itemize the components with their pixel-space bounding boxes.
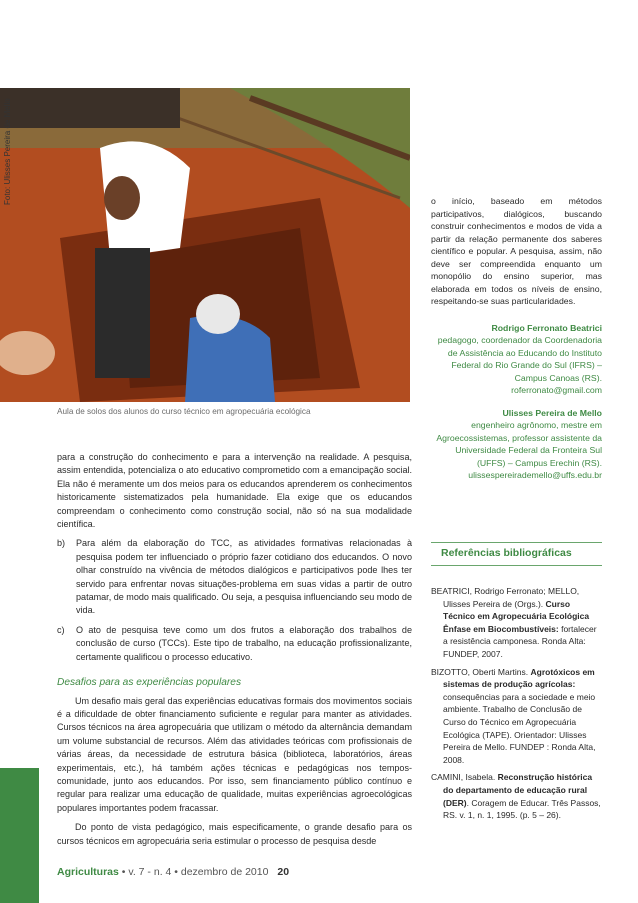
reference-title: Reconstrução histórica do departamento de educação rural (DER)	[443, 772, 593, 808]
right-column	[431, 195, 602, 482]
author-name: Rodrigo Ferronato Beatrici	[491, 322, 602, 333]
page-number: 20	[277, 866, 290, 878]
reference-item	[431, 771, 602, 821]
author-bio: engenheiro agrônomo, mestre em Agroecossistemas, professor assistente da Universidade Federal da Fronteira Sul (UFFS) – Campus Erechin (RS).	[436, 420, 602, 468]
reference-title: Agrotóxicos em sistemas de produção agrícolas:	[443, 666, 595, 690]
reference-text: . Coragem de Educar. Três Passos, RS. v. 1, n. 1, 1995. (p. 5 – 26).	[443, 797, 601, 821]
author-name: Ulisses Pereira de Mello	[502, 407, 602, 418]
paragraph: para a construção do conhecimento e para a intervenção na realidade. A pesquisa, assim entendida, potencializa o ato educativo comprometido com a emancipação social. Ela não é meramente um dos meios para os educandos aprenderem os conhecimentos historicamente sistematizados pela humanidade. Ela exige que os educandos compreendam o conhecimento como construção social, não só na sua modalidade científica.	[57, 452, 412, 530]
reference-item	[431, 666, 602, 767]
list-item-b	[57, 537, 412, 617]
author-block	[431, 407, 602, 482]
author-bio: pedagogo, coordenador da Coordenadoria de Assistência ao Educando do Instituto Federal do Rio Grande do Sul (IFRS) – Campus Canoas (RS).	[437, 335, 602, 383]
paragraph: o início, baseado em métodos participativos, dialógicos, buscando construir conhecimentos e modos de vida a partir da relação permanente dos saberes científico e popular. A pesquisa, assim, não deve ser compreendida enquanto um monopólio do ensino superior, mas elaborada em todos os níveis de ensino, respeitando-se suas particularidades.	[431, 196, 602, 306]
page-footer	[57, 866, 289, 878]
list-marker: b)	[57, 538, 66, 549]
reference-item	[431, 585, 602, 661]
soil-class-photo	[0, 88, 410, 402]
reference-text: CAMINI, Isabela.	[431, 772, 498, 783]
photo-caption: Aula de solos dos alunos do curso técnico em agropecuária ecológica	[57, 407, 311, 416]
list-item-c	[57, 624, 412, 664]
reference-text: BEATRICI, Rodrigo Ferronato; MELLO, Ulisses Pereira de (Orgs.).	[431, 586, 580, 609]
issue-info: • v. 7 - n. 4 • dezembro de 2010	[121, 866, 269, 878]
divider	[431, 565, 602, 566]
references-header	[431, 542, 602, 566]
reference-text: consequências para a sociedade e meio ambiente. Trabalho de Conclusão de Curso do Técnico em Agropecuária Ecológica (TAPE). Orientador: Ulisses Pereira de Mello. FUNDEP : Ronda Alta, 2008.	[443, 691, 596, 765]
list-item-text: O ato de pesquisa teve como um dos frutos a elaboração dos trabalhos de conclusão de curso (TCCs). Este tipo de trabalho, na educação profissionalizante, certamente qualificou o processo educativo.	[76, 624, 412, 662]
list-marker: c)	[57, 624, 65, 635]
reference-title: Curso Técnico em Agropecuária Ecológica Ênfase em Biocombustíveis:	[443, 598, 590, 634]
paragraph: Um desafio mais geral das experiências educativas formais dos movimentos sociais é a dificuldade de obter financiamento suficiente e regular para manter as atividades. Cursos técnicos na área agropecuária que utilizam o método da alternância demandam um volume substancial de recursos. Além das atividades teóricas com profissionais de várias áreas, da necessidade de estrutura básica (biblioteca, laboratórios, áreas experimentais, etc.), há também ações técnicas e pedagógicas nos tempos-comunidade, junto aos educandos. Por isso, sem financiamento público contínuo e regular para realizar uma educação de qualidade, muitas experiências agroecológicas populares importantes podem fracassar.	[57, 695, 412, 813]
reference-text: fortalecer a resistência camponesa. Ronda Alta: FUNDEP, 2007.	[443, 623, 597, 659]
references-title: Referências bibliográficas	[441, 547, 572, 559]
paragraph: Do ponto de vista pedagógico, mais especificamente, o grande desafio para os cursos técnicos em agropecuária seria estimular o processo de pesquisa desde	[57, 822, 412, 846]
author-block	[431, 322, 602, 397]
section-heading: Desafios para as experiências populares	[57, 677, 242, 689]
journal-name: Agriculturas	[57, 866, 119, 878]
author-email[interactable]: roferronato@gmail.com	[511, 385, 602, 395]
photo-credit: Foto: Ulisses Pereira de Mello	[3, 98, 12, 205]
photo-illustration	[0, 88, 410, 402]
main-column	[57, 451, 412, 848]
author-email[interactable]: ulissespereirademello@uffs.edu.br	[468, 470, 602, 480]
references-list	[431, 585, 602, 827]
page-edge-tab	[0, 768, 39, 903]
list-item-text: Para além da elaboração do TCC, as atividades formativas relacionadas à pesquisa podem ter influenciado o próprio fazer cotidiano dos educandos. O novo olhar construído na vivência de métodos dialógicos e participativos pode lhes ter servido para enfrentar novas situações-problema em suas vidas a partir de outro patamar, de modo mais qualificado. Ou seja, a pesquisa influenciando seu modo de vida.	[76, 538, 412, 616]
reference-text: BIZOTTO, Oberti Martins.	[431, 666, 531, 677]
